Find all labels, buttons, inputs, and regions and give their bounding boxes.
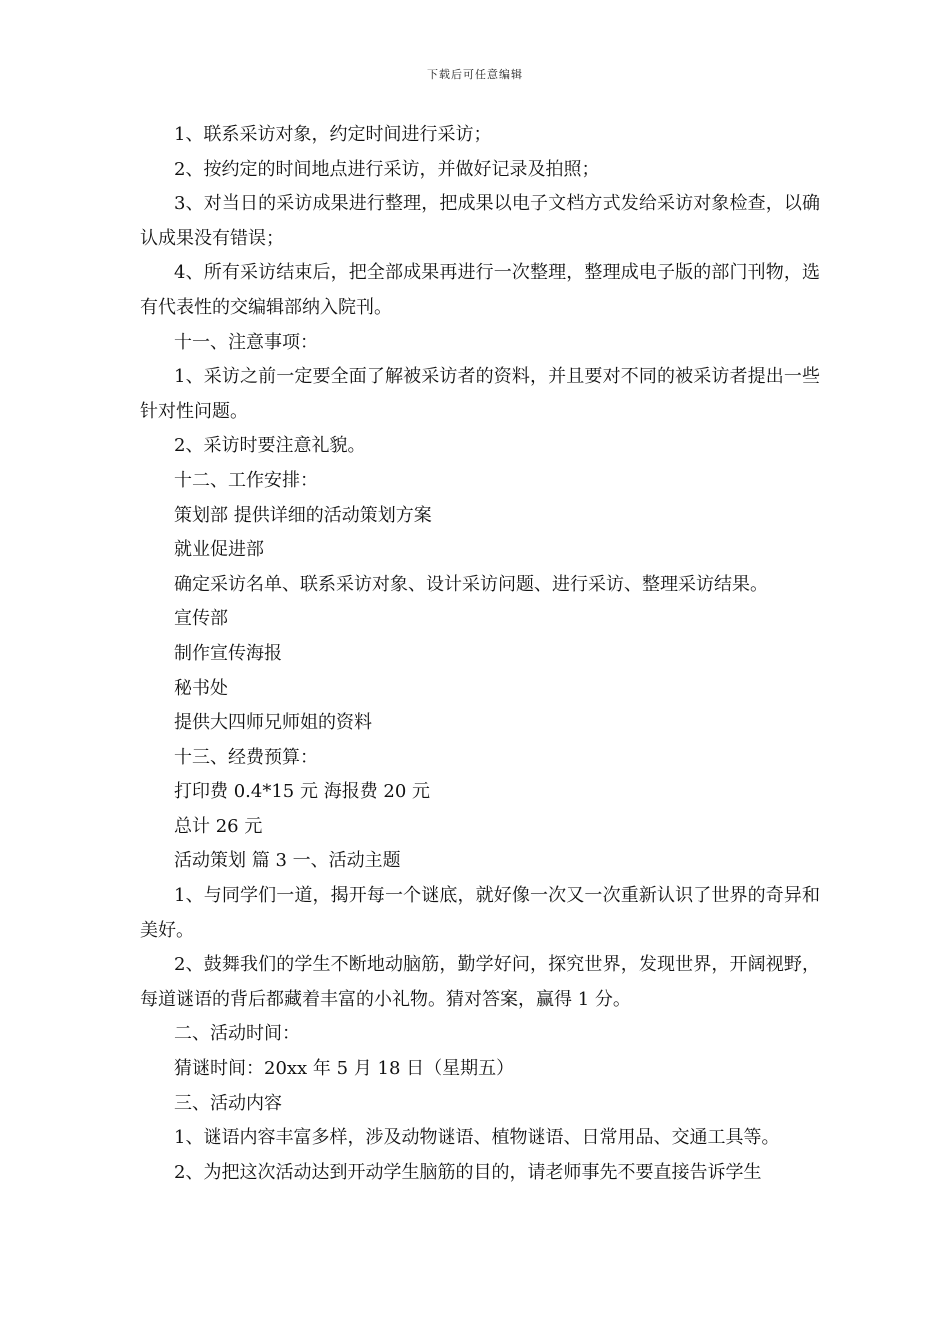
section-heading-13: 十三、经费预算： [174,746,318,768]
paragraph-21: 2、鼓舞我们的学生不断地动脑筋，勤学好问，探究世界，发现世界，开阔视野，每道谜语的背后都藏着丰富的小礼物。猜对答案，赢得 1 分。 [140,954,820,1010]
paragraph-4: 4、所有采访结束后，把全部成果再进行一次整理，整理成电子版的部门刊物，选有代表性的交编辑部纳入院刊。 [140,262,820,318]
paragraph-25: 1、谜语内容丰富多样，涉及动物谜语、植物谜语、日常用品、交通工具等。 [174,1127,780,1149]
paragraph-14: 秘书处 [174,677,228,699]
paragraph-2: 2、按约定的时间地点进行采访，并做好记录及拍照； [174,158,600,180]
paragraph-10: 就业促进部 [174,539,264,561]
paragraph-26: 2、为把这次活动达到开动学生脑筋的目的，请老师事先不要直接告诉学生 [174,1161,762,1183]
paragraph-17: 打印费 0.4*15 元 海报费 20 元 [174,781,431,803]
page-header: 下载后可任意编辑 [427,68,523,81]
paragraph-13: 制作宣传海报 [174,642,282,664]
paragraph-1: 1、联系采访对象，约定时间进行采访； [174,124,492,145]
section-heading-12: 十二、工作安排： [174,469,318,491]
paragraph-20: 1、与同学们一道，揭开每一个谜底，就好像一次又一次重新认识了世界的奇异和美好。 [140,885,820,941]
document-body [140,118,820,1190]
paragraph-3: 3、对当日的采访成果进行整理，把成果以电子文档方式发给采访对象检查，以确认成果没有错误； [140,193,820,249]
paragraph-15: 提供大四师兄师姐的资料 [174,712,372,734]
paragraph-11: 确定采访名单、联系采访对象、设计采访问题、进行采访、整理采访结果。 [174,573,768,595]
paragraph-19: 活动策划 篇 3 一、活动主题 [174,850,401,872]
paragraph-7: 2、采访时要注意礼貌。 [174,435,366,457]
section-heading-11: 十一、注意事项： [174,331,318,353]
paragraph-23: 猜谜时间：20xx 年 5 月 18 日（星期五） [174,1058,515,1080]
paragraph-18: 总计 26 元 [174,815,263,837]
section-heading-content: 三、活动内容 [174,1092,282,1114]
paragraph-9: 策划部 提供详细的活动策划方案 [174,504,432,526]
paragraph-12: 宣传部 [174,608,228,630]
section-heading-time: 二、活动时间： [174,1023,300,1045]
paragraph-6: 1、采访之前一定要全面了解被采访者的资料，并且要对不同的被采访者提出一些针对性问题。 [140,366,820,422]
